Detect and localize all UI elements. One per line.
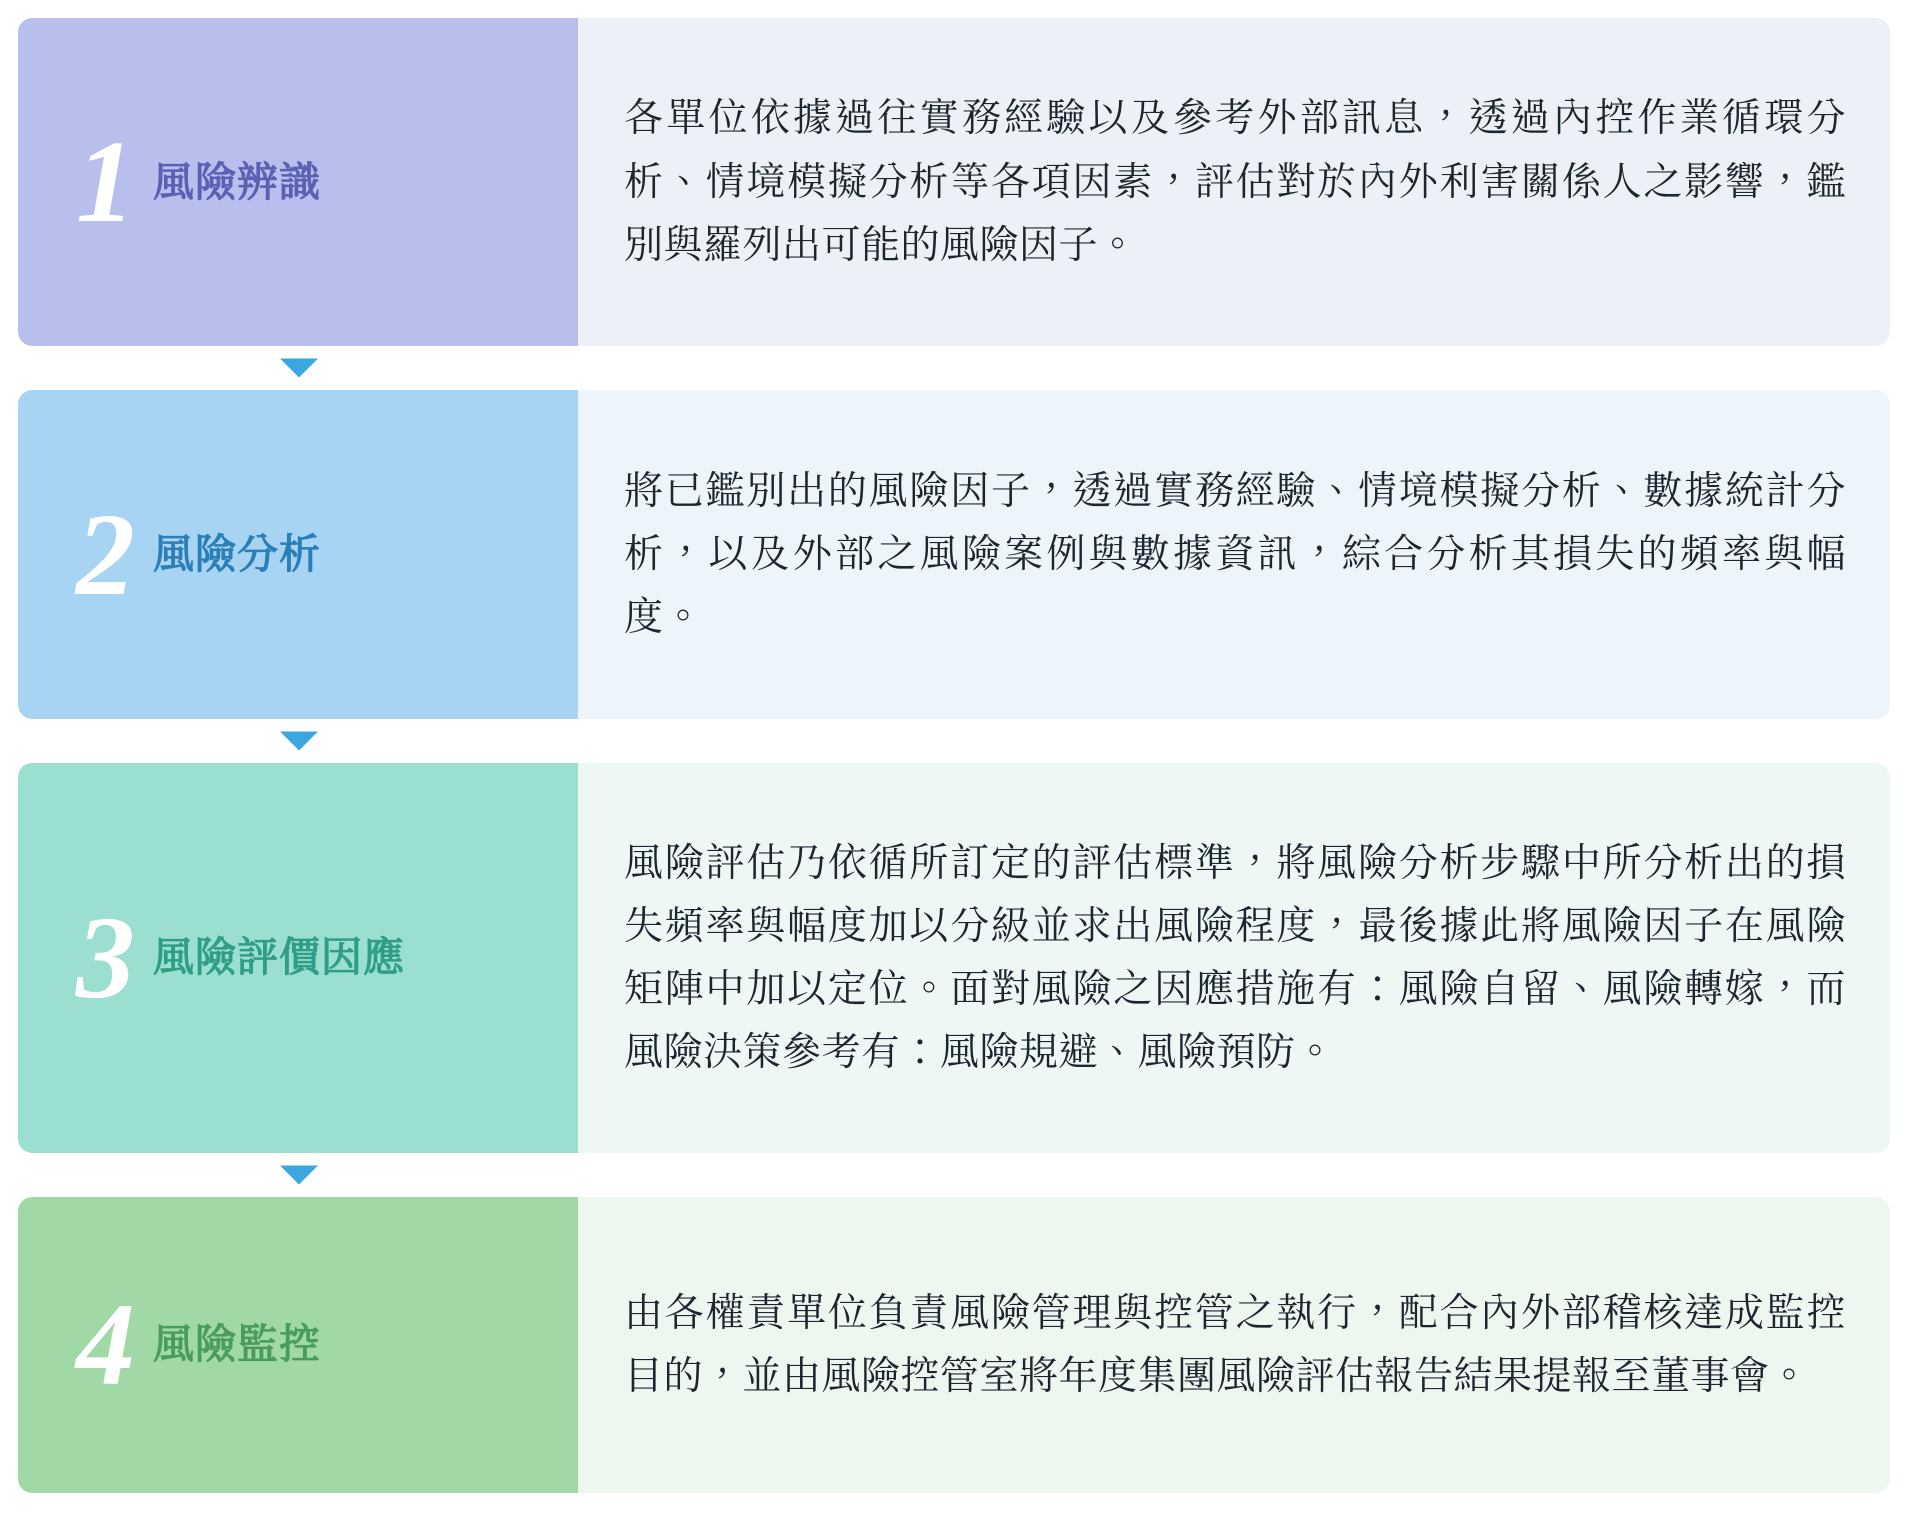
step-4-title: 風險監控	[153, 1321, 321, 1368]
connector-3	[18, 1153, 1890, 1197]
step-3-description: 風險評估乃依循所訂定的評估標準，將風險分析步驟中所分析出的損失頻率與幅度加以分級並求出風險程度，最後據此將風險因子在風險矩陣中加以定位。面對風險之因應措施有：風險自留、風險轉嫁，而風險決策參考有：風險規避、風險預防。	[624, 841, 1846, 1075]
step-1-title: 風險辨識	[153, 158, 321, 205]
step-3-label-panel	[18, 763, 578, 1153]
step-3-body-panel	[578, 763, 1890, 1153]
step-1-label-panel	[18, 18, 578, 346]
step-1-number: 1	[76, 116, 135, 248]
step-3-title: 風險評價因應	[153, 934, 405, 981]
step-2-label-panel	[18, 390, 578, 718]
step-3-number: 3	[76, 891, 135, 1023]
arrow-down-icon	[280, 359, 318, 378]
connector-1	[18, 346, 1890, 390]
step-4-label-panel	[18, 1197, 578, 1493]
step-4-number: 4	[76, 1279, 135, 1410]
connector-2	[18, 719, 1890, 763]
process-step-4	[18, 1197, 1890, 1493]
step-4-body-panel	[578, 1197, 1890, 1493]
process-step-3	[18, 763, 1890, 1153]
step-1-description: 各單位依據過往實務經驗以及參考外部訊息，透過內控作業循環分析、情境模擬分析等各項因素，評估對於內外利害關係人之影響，鑑別與羅列出可能的風險因子。	[624, 97, 1846, 267]
arrow-down-icon	[280, 1166, 318, 1185]
step-1-body-panel	[578, 18, 1890, 346]
process-step-2	[18, 390, 1890, 718]
process-step-1	[18, 18, 1890, 346]
arrow-down-icon	[280, 731, 318, 750]
step-4-description: 由各權責單位負責風險管理與控管之執行，配合內外部稽核達成監控目的，並由風險控管室將年度集團風險評估報告結果提報至董事會。	[624, 1291, 1846, 1398]
step-2-title: 風險分析	[153, 530, 321, 577]
step-2-description: 將已鑑別出的風險因子，透過實務經驗、情境模擬分析、數據統計分析，以及外部之風險案例與數據資訊，綜合分析其損失的頻率與幅度。	[624, 469, 1846, 640]
step-2-body-panel	[578, 390, 1890, 718]
step-2-number: 2	[76, 488, 135, 620]
